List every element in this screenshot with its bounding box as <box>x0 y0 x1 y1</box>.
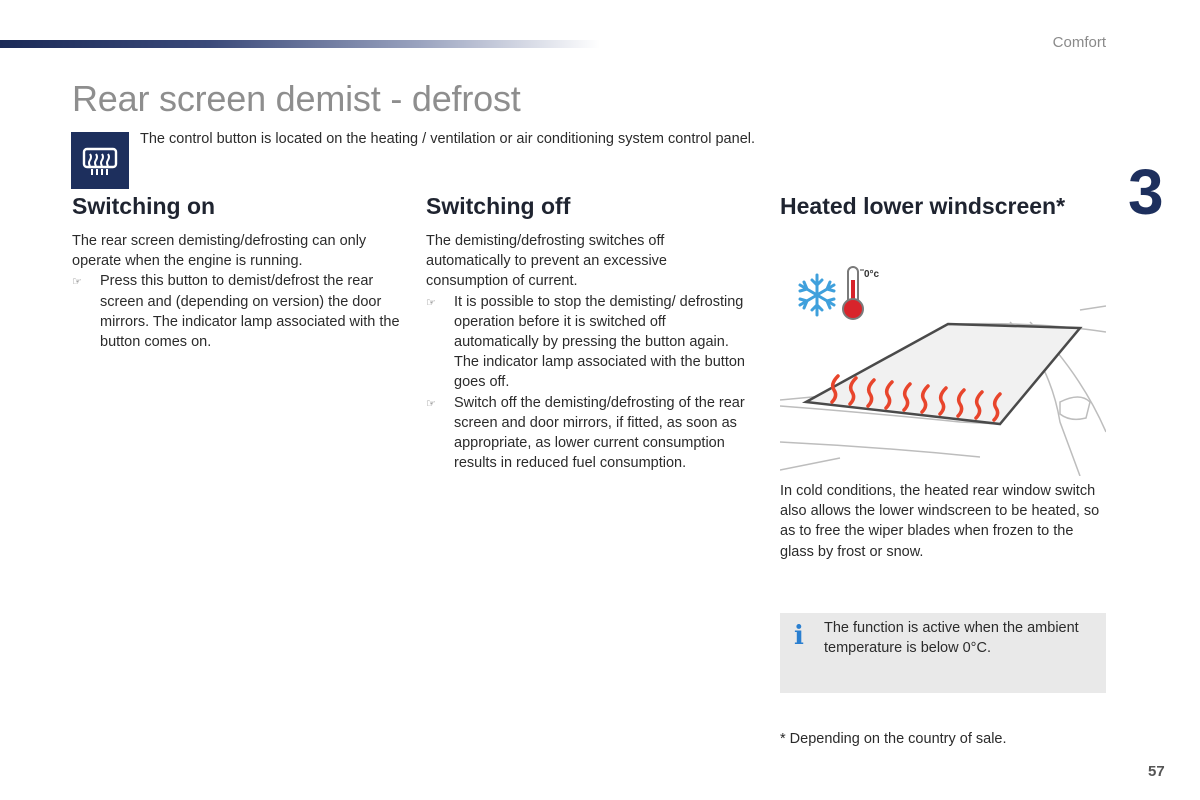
pointing-hand-icon: ☞ <box>426 397 436 410</box>
heated-windscreen-text: In cold conditions, the heated rear window switch also allows the lower windscreen to be heated, so as to free the wiper blades when frozen to the glass by frost or snow. <box>780 483 1100 560</box>
thermometer-icon <box>843 267 864 319</box>
list-item <box>426 292 746 393</box>
switching-off-section <box>426 193 746 473</box>
chapter-number: 3 <box>1128 156 1164 228</box>
temperature-label: 0°c <box>864 269 880 280</box>
footnote: * Depending on the country of sale. <box>780 731 1007 747</box>
page-title: Rear screen demist - defrost <box>72 78 521 119</box>
list-item <box>426 393 746 474</box>
switching-off-heading: Switching off <box>426 193 571 219</box>
section-label: Comfort <box>1052 34 1106 51</box>
switching-on-heading: Switching on <box>72 193 216 219</box>
info-icon: i <box>794 621 804 651</box>
switching-on-section <box>72 193 402 352</box>
rear-screen-demist-icon <box>71 132 129 189</box>
info-box <box>780 613 1106 693</box>
switching-on-text: The rear screen demisting/defrosting can only operate when the engine is running. <box>72 233 367 270</box>
switching-off-text: The demisting/defrosting switches off automatically to prevent an excessive consumption of current. <box>426 233 667 290</box>
snowflake-icon <box>800 275 834 315</box>
heated-windscreen-section <box>780 193 1110 231</box>
list-item <box>72 271 402 352</box>
bullet-text: It is possible to stop the demisting/ defrosting operation before it is switched off automatically by pressing the button again. The indicator lamp associated with the button goes off. <box>454 293 745 391</box>
pointing-hand-icon: ☞ <box>426 296 436 309</box>
info-text: The function is active when the ambient temperature is below 0°C. <box>824 620 1079 657</box>
bullet-text: Press this button to demist/defrost the rear screen and (depending on version) the door mirrors. The indicator lamp associated with the button comes on. <box>100 273 400 351</box>
intro-text: The control button is located on the heating / ventilation or air conditioning system control panel. <box>140 131 756 147</box>
header-gradient-bar <box>0 40 600 48</box>
bullet-text: Switch off the demisting/defrosting of the rear screen and door mirrors, if fitted, as soon as appropriate, as lower current consumption results in reduced fuel consumption. <box>454 394 745 472</box>
heated-windscreen-illustration <box>780 262 1106 476</box>
heated-windscreen-heading: Heated lower windscreen* <box>780 193 1066 219</box>
page-number: 57 <box>1148 763 1165 780</box>
pointing-hand-icon: ☞ <box>72 276 82 289</box>
